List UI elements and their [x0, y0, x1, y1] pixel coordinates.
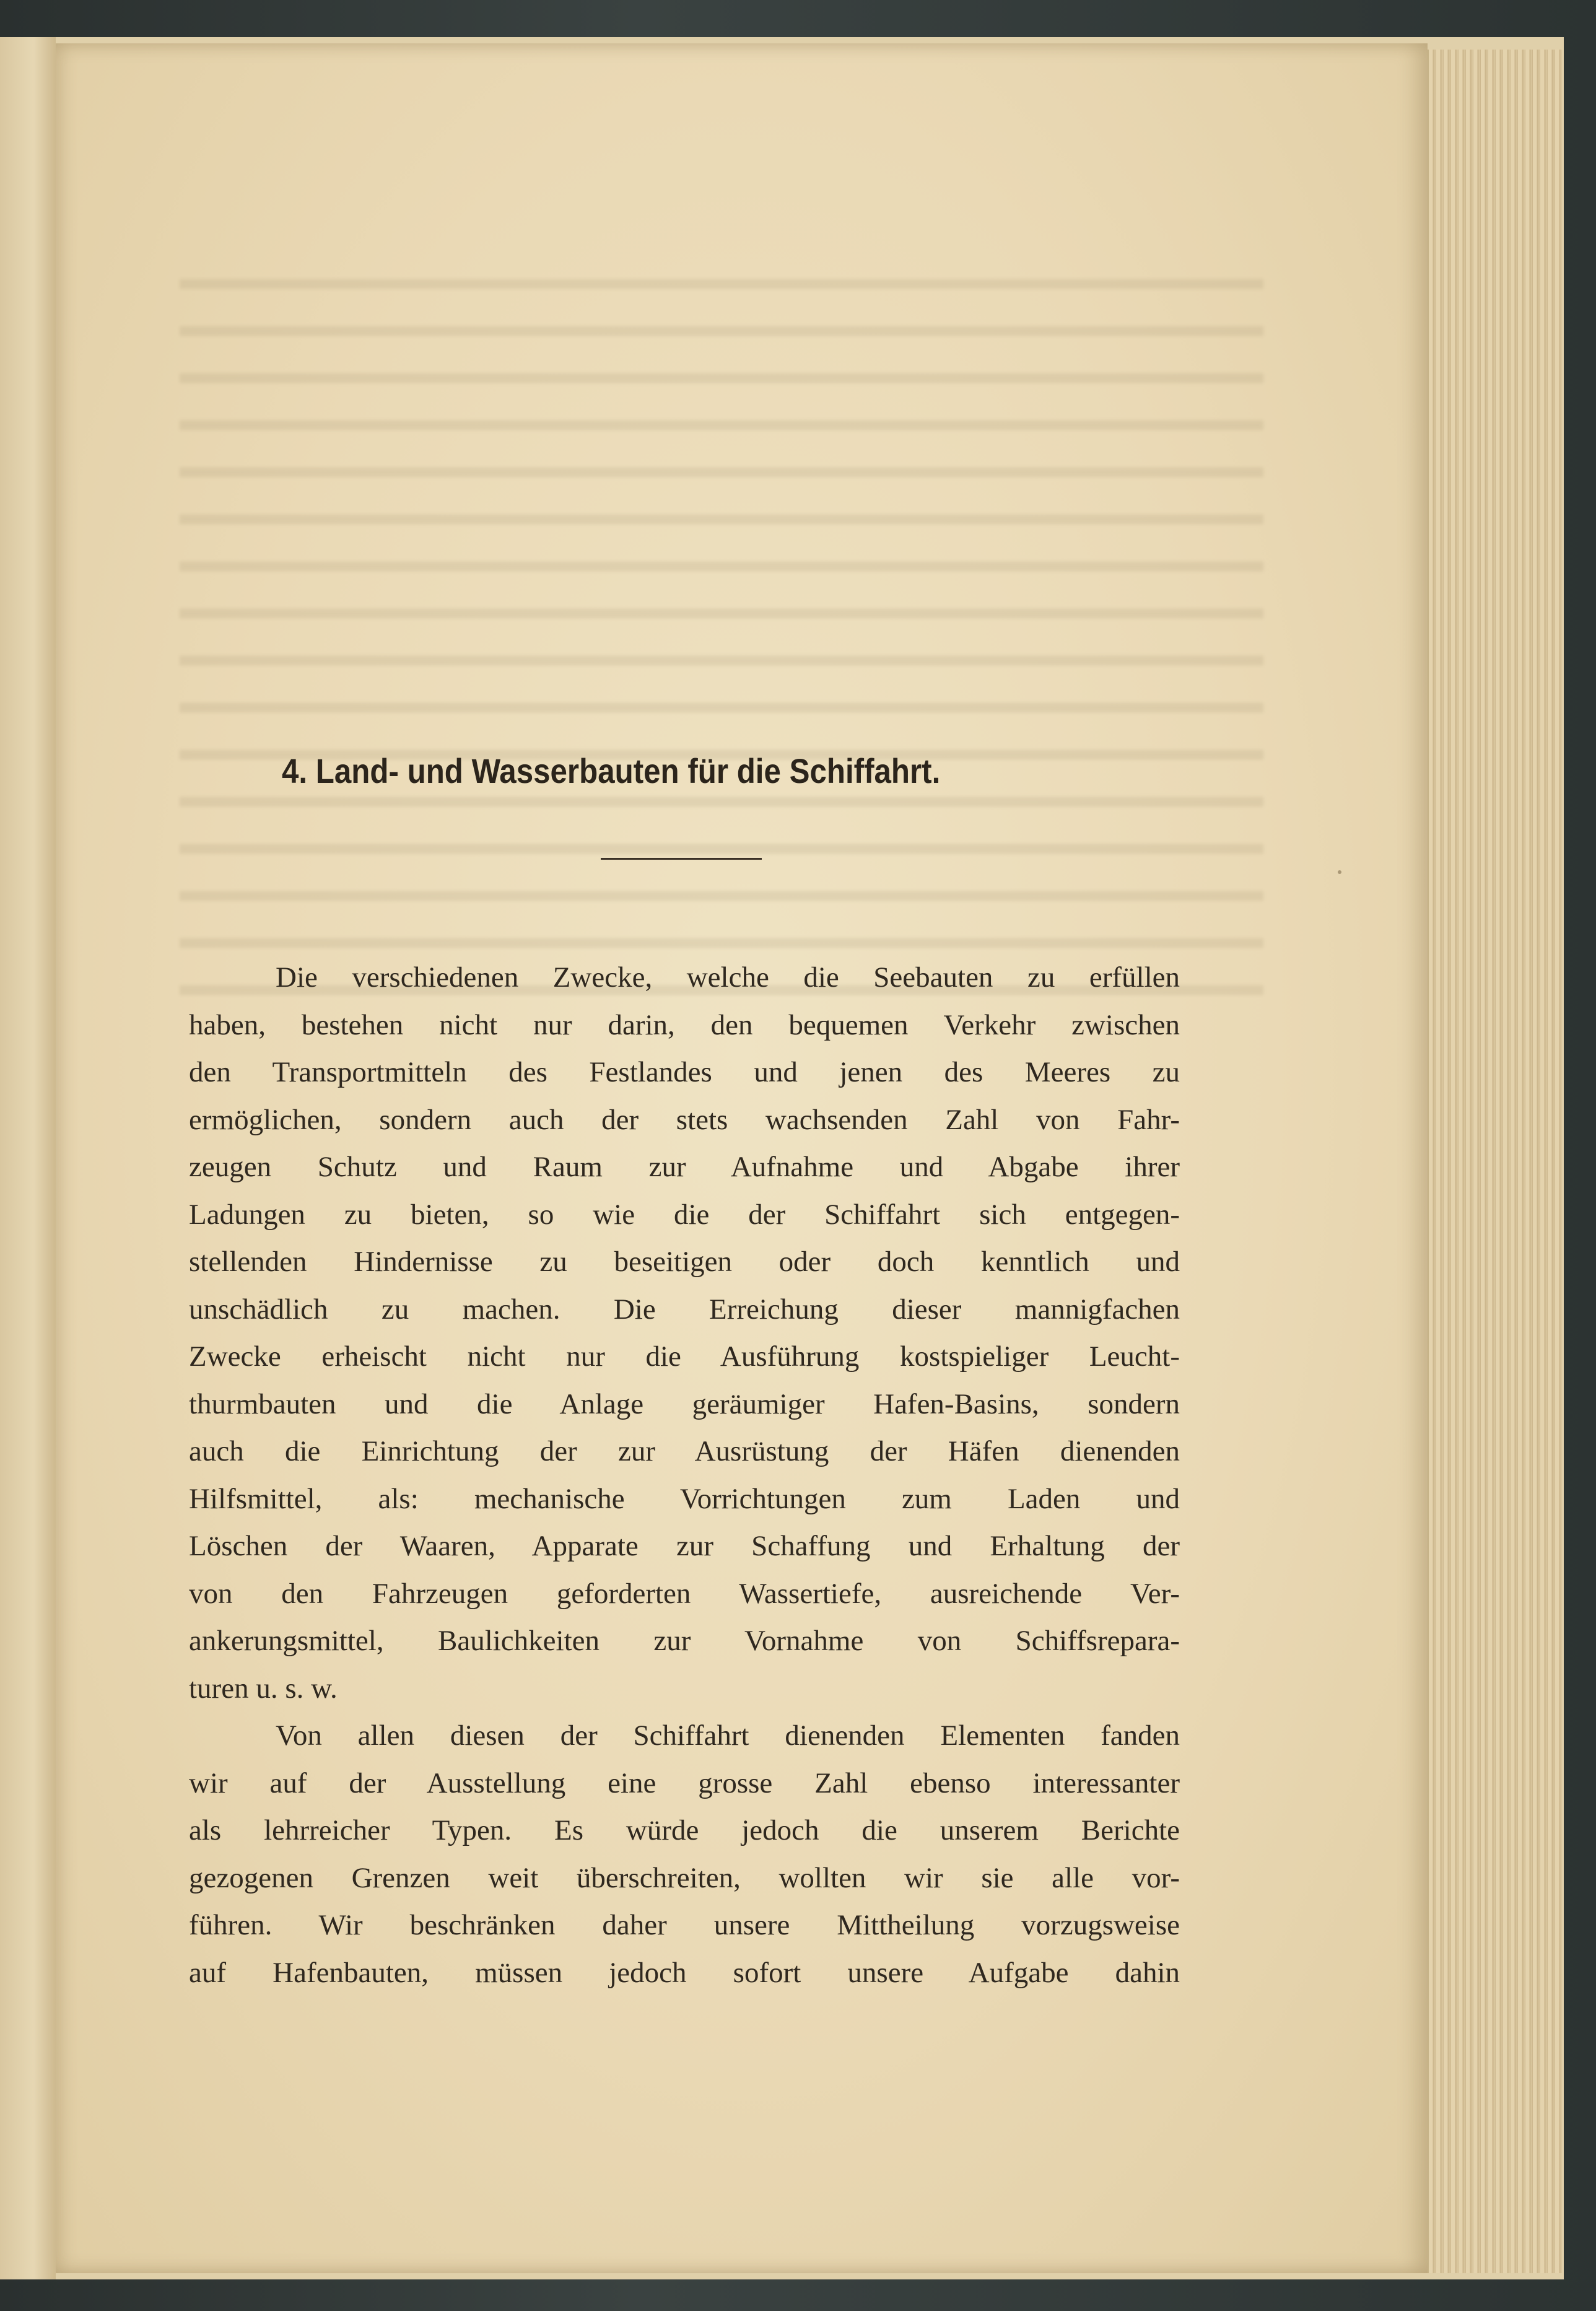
- text-line: turen u. s. w.: [189, 1672, 338, 1705]
- body-text: [189, 954, 1180, 2019]
- text-line: haben, bestehen nicht nur darin, den bequemen Verkehr zwischen: [189, 1008, 1180, 1041]
- bleed-through-texture: [180, 254, 1263, 1028]
- heading-divider: [601, 858, 762, 860]
- text-line: gezogenen Grenzen weit überschreiten, wollten wir sie alle vor-: [189, 1861, 1180, 1894]
- text-line: ankerungsmittel, Baulichkeiten zur Vornahme von Schiffsrepara-: [189, 1625, 1180, 1657]
- text-line: thurmbauten und die Anlage geräumiger Hafen-Basins, sondern: [189, 1387, 1180, 1420]
- text-line: von den Fahrzeugen geforderten Wassertiefe, ausreichende Ver-: [189, 1577, 1180, 1610]
- text-line: wir auf der Ausstellung eine grosse Zahl ebenso interessanter: [189, 1767, 1180, 1799]
- text-line: Zwecke erheischt nicht nur die Ausführung kostspieliger Leucht-: [189, 1340, 1180, 1373]
- text-line: Hilfsmittel, als: mechanische Vorrichtungen zum Laden und: [189, 1482, 1180, 1515]
- text-line: als lehrreicher Typen. Es würde jedoch die unserem Berichte: [189, 1814, 1180, 1846]
- section-heading: 4. Land- und Wasserbauten für die Schiffahrt.: [282, 751, 941, 790]
- text-line: stellenden Hindernisse zu beseitigen oder doch kenntlich und: [189, 1246, 1180, 1278]
- text-line: Ladungen zu bieten, so wie die der Schiffahrt sich entgegen-: [189, 1198, 1180, 1231]
- text-line: zeugen Schutz und Raum zur Aufnahme und Abgabe ihrer: [189, 1151, 1180, 1183]
- page-edges: [1428, 50, 1562, 2273]
- text-line: führen. Wir beschränken daher unsere Mittheilung vorzugsweise: [189, 1909, 1180, 1941]
- text-line: Die verschiedenen Zwecke, welche die Seebauten zu erfüllen: [276, 961, 1180, 994]
- text-line: den Transportmitteln des Festlandes und jenen des Meeres zu: [189, 1056, 1180, 1088]
- paper-fleck: [1338, 870, 1341, 874]
- text-line: Löschen der Waaren, Apparate zur Schaffung und Erhaltung der: [189, 1530, 1180, 1562]
- text-line: auch die Einrichtung der zur Ausrüstung der Häfen dienenden: [189, 1435, 1180, 1467]
- left-page-edge: [0, 37, 57, 2279]
- text-line: ermöglichen, sondern auch der stets wachsenden Zahl von Fahr-: [189, 1103, 1180, 1136]
- text-line: unschädlich zu machen. Die Erreichung dieser mannigfachen: [189, 1293, 1180, 1326]
- text-line: auf Hafenbauten, müssen jedoch sofort unsere Aufgabe dahin: [189, 1956, 1180, 1989]
- text-line: Von allen diesen der Schiffahrt dienenden Elementen fanden: [276, 1719, 1180, 1752]
